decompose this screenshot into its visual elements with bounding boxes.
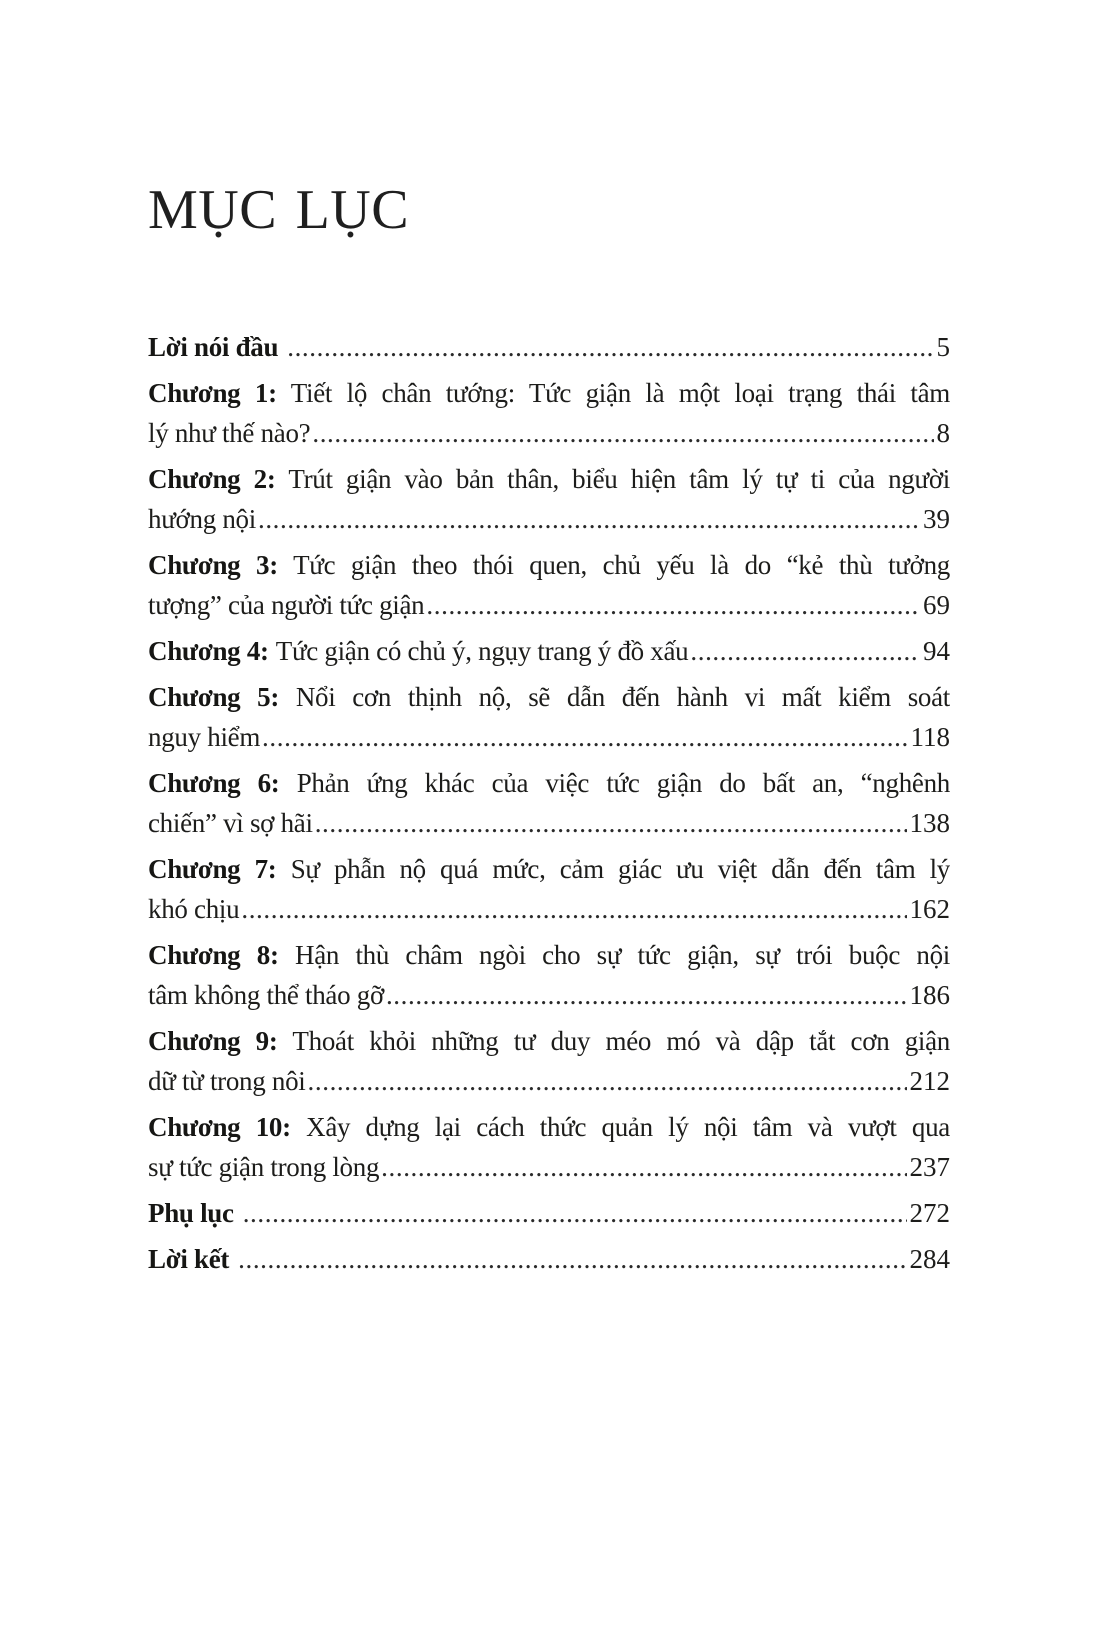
toc-entry [148, 327, 950, 367]
toc-entry [148, 849, 950, 929]
page-number: 186 [909, 980, 950, 1010]
entry-last-line [148, 975, 950, 1015]
page-number: 237 [909, 1152, 950, 1182]
entry-label: Chương 4: [148, 636, 269, 666]
entry-title-part: Hận thù châm ngòi cho sự tức giận, sự trói buộc nội [295, 940, 950, 970]
entry-label: Chương 2: [148, 464, 276, 494]
page-number: 284 [909, 1244, 950, 1274]
entry-first-line [148, 935, 950, 975]
dot-leader [424, 585, 920, 625]
page-number: 39 [923, 504, 950, 534]
entry-first-line [148, 459, 950, 499]
entry-label: Chương 9: [148, 1026, 278, 1056]
entry-first-line [148, 1021, 950, 1061]
entry-title-part: Nổi cơn thịnh nộ, sẽ dẫn đến hành vi mất kiểm soát [295, 682, 950, 712]
entry-title-part: Xây dựng lại cách thức quản lý nội tâm và vượt qua [306, 1112, 950, 1142]
toc-entry [148, 677, 950, 757]
toc-entry [148, 1239, 950, 1279]
entry-first-line [148, 545, 950, 585]
page-number: 272 [909, 1198, 950, 1228]
page-number: 5 [936, 332, 950, 362]
entry-title-part: tâm không thể tháo gỡ [148, 980, 384, 1010]
entry-last-line [148, 1147, 950, 1187]
page-number: 69 [923, 590, 950, 620]
entry-label: Chương 6: [148, 768, 280, 798]
entry-last-line [148, 413, 950, 453]
entry-last-line [148, 499, 950, 539]
dot-leader [241, 1193, 907, 1233]
toc-entry [148, 1021, 950, 1101]
entry-last-line [148, 717, 950, 757]
entry-title-part: chiến” vì sợ hãi [148, 808, 313, 838]
entry-title-part: dữ từ trong nôi [148, 1066, 306, 1096]
entry-title-part: hướng nội [148, 504, 256, 534]
entry-title-part: Sự phẫn nộ quá mức, cảm giác ưu việt dẫn đến tâm lý [290, 854, 950, 884]
page-number: 212 [909, 1066, 950, 1096]
page-number: 118 [910, 722, 950, 752]
dot-leader [379, 1147, 906, 1187]
entry-label: Chương 8: [148, 940, 279, 970]
entry-label: Chương 1: [148, 378, 277, 408]
entry-label: Lời nói đầu [148, 332, 279, 362]
dot-leader [256, 499, 920, 539]
entry-title-part: Tức giận có chủ ý, ngụy trang ý đồ xấu [275, 636, 689, 666]
entry-label: Phụ lục [148, 1198, 234, 1228]
dot-leader [306, 1061, 907, 1101]
toc-entry [148, 1107, 950, 1187]
entry-last-line [148, 327, 950, 367]
page-number: 162 [909, 894, 950, 924]
entry-label: Lời kết [148, 1244, 230, 1274]
entry-last-line [148, 1193, 950, 1233]
toc-entries [148, 327, 950, 1279]
dot-leader [688, 631, 920, 671]
entry-last-line [148, 803, 950, 843]
entry-title-part: lý như thế nào? [148, 418, 311, 448]
page-title: MỤC LỤC [148, 179, 410, 241]
entry-last-line [148, 631, 950, 671]
entry-first-line [148, 1107, 950, 1147]
entry-label: Chương 5: [148, 682, 280, 712]
entry-last-line [148, 585, 950, 625]
entry-title-part: nguy hiểm [148, 722, 261, 752]
entry-title-part: Tiết lộ chân tướng: Tức giận là một loại trạng thái tâm [290, 378, 950, 408]
entry-first-line [148, 373, 950, 413]
dot-leader [236, 1239, 906, 1279]
entry-label: Chương 3: [148, 550, 278, 580]
dot-leader [260, 717, 907, 757]
entry-first-line [148, 677, 950, 717]
entry-label: Chương 10: [148, 1112, 291, 1142]
entry-title-part: Tức giận theo thói quen, chủ yếu là do “kẻ thù tưởng [293, 550, 950, 580]
entry-label: Chương 7: [148, 854, 277, 884]
entry-title-part: khó chịu [148, 894, 240, 924]
entry-title-part: Trút giận vào bản thân, biểu hiện tâm lý tự ti của người [288, 464, 950, 494]
toc-entry [148, 631, 950, 671]
entry-title-part: tượng” của người tức giận [148, 590, 425, 620]
entry-first-line [148, 849, 950, 889]
dot-leader [313, 803, 907, 843]
toc-entry [148, 1193, 950, 1233]
entry-last-line [148, 889, 950, 929]
toc-entry [148, 935, 950, 1015]
toc-entry [148, 763, 950, 843]
entry-title-part: Thoát khỏi những tư duy méo mó và dập tắt cơn giận [292, 1026, 950, 1056]
page-number: 8 [936, 418, 950, 448]
toc-entry [148, 373, 950, 453]
dot-leader [239, 889, 906, 929]
dot-leader [384, 975, 907, 1015]
entry-title-part: sự tức giận trong lòng [148, 1152, 380, 1182]
dot-leader [310, 413, 933, 453]
page-number: 94 [923, 636, 950, 666]
entry-title-part: Phản ứng khác của việc tức giận do bất an, “nghênh [296, 768, 950, 798]
entry-last-line [148, 1061, 950, 1101]
toc-entry [148, 545, 950, 625]
dot-leader [285, 327, 933, 367]
entry-last-line [148, 1239, 950, 1279]
toc-entry [148, 459, 950, 539]
page-number: 138 [909, 808, 950, 838]
entry-first-line [148, 763, 950, 803]
